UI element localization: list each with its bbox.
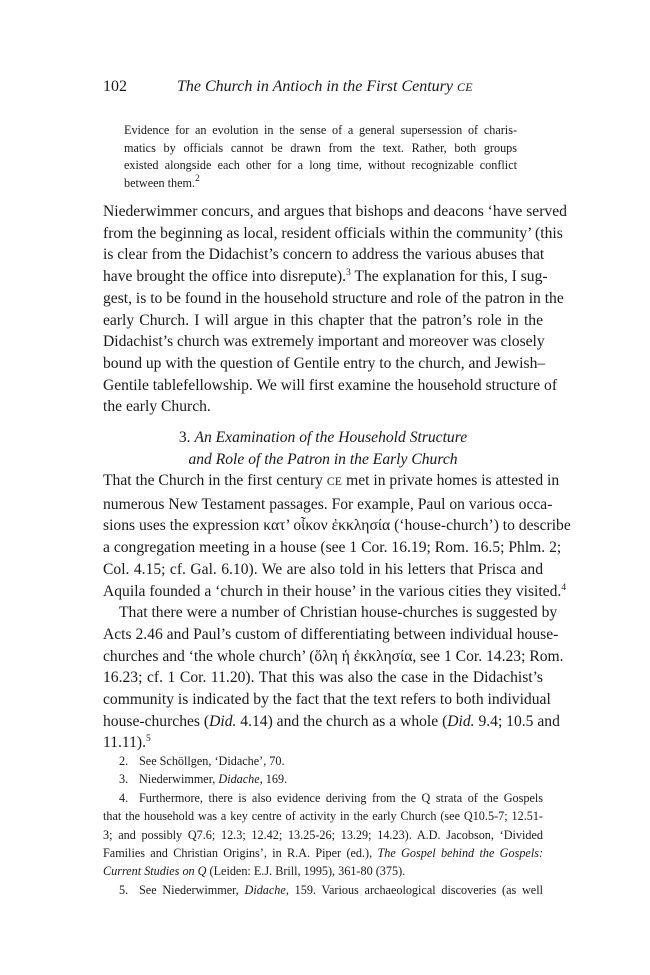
text-line: gest, is to be found in the household structure and role of the patron in the: [103, 289, 564, 307]
text-line: early Church. I will argue in this chapter that the patron’s role in the: [103, 311, 543, 329]
text-line: Didachist’s church was extremely important and moreover was closely: [103, 333, 545, 351]
footnote-2: 2. See Schöllgen, ‘Didache’, 70.: [119, 754, 285, 768]
footnote-4-line: Families and Christian Origins’, in R.A. Piper (ed.), The Gospel behind the Gospels:: [103, 846, 544, 861]
footnote-4-line: 3; and possibly Q7.6; 12.3; 12.42; 13.25-26; 13.29; 14.23). A.D. Jacobson, ‘Divided: [103, 827, 543, 842]
footnote-4-line: that the household was a key centre of activity in the early Church (see Q10.5-7; 12.51-: [103, 809, 543, 824]
section-heading-line: 3. An Examination of the Household Structure: [178, 429, 468, 446]
block-quote-line: existed alongside each other for a long time, without recognizable conflict: [124, 158, 517, 173]
footnote-4: 4. Furthermore, there is also evidence deriving from the Q strata of the Gospels: [119, 790, 543, 805]
footnote-ref[interactable]: 3: [346, 268, 351, 279]
text-line: sions uses the expression κατ’ οἶκον ἐκκλησία (‘house-church’) to describe: [103, 517, 571, 535]
text-line: churches and ‘the whole church’ (ὅλη ἡ ἐκκλησία, see 1 Cor. 14.23; Rom.: [103, 647, 564, 665]
text-line: That there were a number of Christian house-churches is suggested by: [119, 604, 558, 622]
footnote-4-line: Current Studies on Q (Leiden: E.J. Brill, 1995), 361-80 (375).: [103, 864, 406, 879]
text-line: Aquila founded a ‘church in their house’ in the various cities they visited.$^4$: [103, 582, 567, 600]
block-quote: [124, 122, 517, 192]
text-line: Acts 2.46 and Paul’s custom of differentiating between individual house-: [103, 625, 559, 643]
block-quote-line: matics by officials cannot be drawn from the text. Rather, both groups: [124, 140, 517, 155]
page-number: 102: [103, 78, 127, 95]
text-line: is clear from the Didachist’s concern to address the various abuses that: [103, 246, 545, 264]
footnote-ref[interactable]: 4: [561, 582, 567, 593]
text-line: 11.11).$^5$: [103, 734, 151, 752]
text-line: community is indicated by the fact that the text refers to both individual: [103, 691, 551, 709]
text-line: bound up with the question of Gentile entry to the church, and Jewish–: [103, 354, 546, 372]
section-heading-line: and Role of the Patron in the Early Church: [188, 450, 458, 468]
text-line: 16.23; cf. 1 Cor. 11.20). That this was also the case in the Didachist’s: [103, 669, 543, 687]
text-line: have brought the office into disrepute).$^3$ The explanation for this, I sug-: [103, 268, 548, 286]
text-line: a congregation meeting in a house (see 1 Cor. 16.19; Rom. 16.5; Phlm. 2;: [103, 539, 562, 557]
text-line: house-churches (Did. 4.14) and the church as a whole (Did. 9.4; 10.5 and: [103, 712, 560, 730]
paragraph-house-churches: [103, 470, 571, 754]
footnote-3: 3. Niederwimmer, Didache, 169.: [119, 772, 288, 787]
text-line: Niederwimmer concurs, and argues that bishops and deacons ‘have served: [103, 203, 567, 220]
text-line: numerous New Testament passages. For example, Paul on various occa-: [103, 495, 553, 513]
text-line: from the beginning as local, resident officials within the community’ (this: [103, 224, 563, 242]
text-line: Col. 4.15; cf. Gal. 6.10). We are also told in his letters that Prisca and: [103, 560, 543, 578]
footnote-5: 5. See Niederwimmer, Didache, 159. Various archaeological discoveries (as well: [119, 882, 543, 897]
text-line: Gentile tablefellowship. We will first examine the household structure of: [103, 376, 558, 394]
footnote-ref[interactable]: 2: [195, 173, 200, 184]
footnote-ref[interactable]: 5: [146, 734, 151, 745]
text-line: the early Church.: [103, 398, 211, 416]
block-quote-line: between them.$^2$: [124, 173, 200, 190]
running-head: [103, 76, 543, 98]
section-heading: [103, 427, 543, 470]
footnotes: [103, 752, 543, 899]
block-quote-line: Evidence for an evolution in the sense of a general supersession of charis-: [124, 123, 517, 137]
text-line: That the Church in the first century CE met in private homes is attested in: [103, 472, 560, 489]
running-title: The Church in Antioch in the First Century CE: [177, 78, 473, 95]
paragraph-niederwimmer: [103, 201, 567, 418]
running-title-era: CE: [456, 80, 473, 94]
